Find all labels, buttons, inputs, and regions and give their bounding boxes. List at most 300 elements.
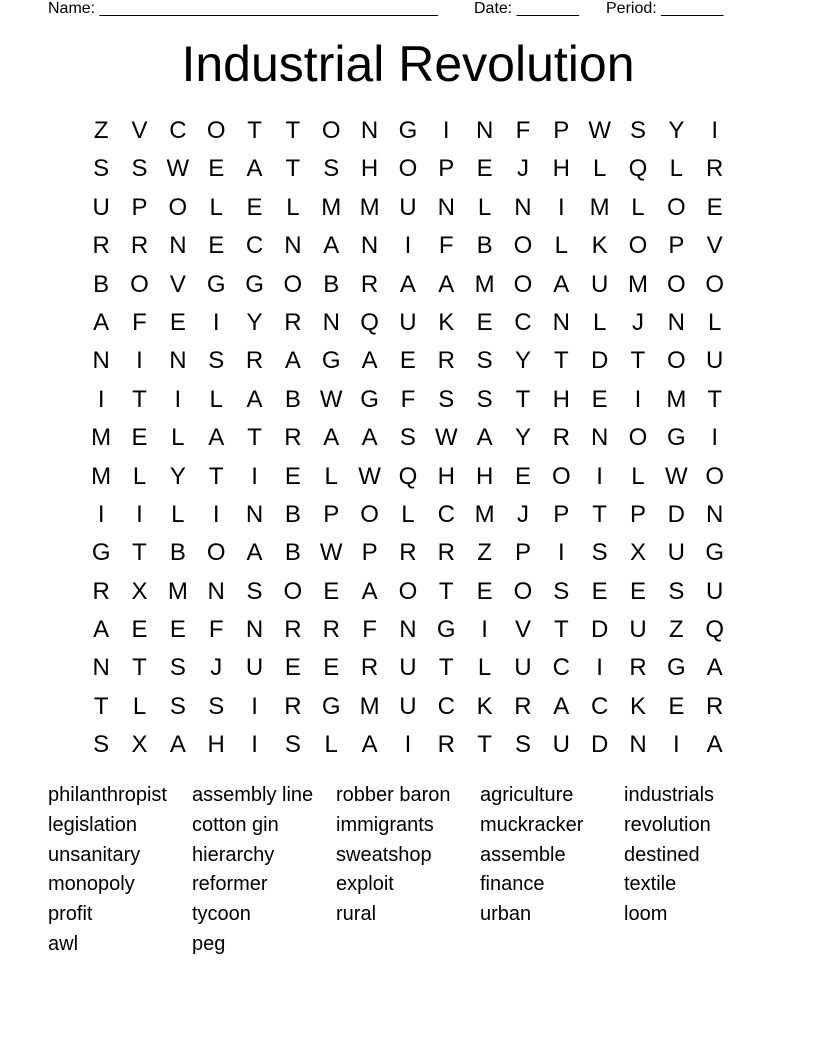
grid-letter: U [629,616,647,644]
grid-letter: B [476,232,493,260]
grid-letter: T [285,155,301,183]
grid-letter: P [323,500,340,528]
grid-letter: F [400,385,416,413]
grid-letter: E [323,577,340,605]
grid-letter: Q [705,616,724,644]
grid-letter: E [169,616,186,644]
grid-letter: V [169,270,186,298]
grid-letter: N [245,616,264,644]
grid-letter: B [93,270,110,298]
grid-letter: C [514,308,532,336]
grid-letter: Y [668,117,685,144]
grid-row [82,534,734,572]
word-list-item: rural [336,903,377,926]
grid-letter: E [169,308,186,336]
grid-letter: T [592,500,607,528]
grid-letter: T [247,424,262,452]
grid-letter: E [131,424,148,452]
grid-letter: L [132,462,147,490]
grid-letter: G [705,539,724,567]
grid-letter: R [284,424,302,452]
grid-letter: H [552,155,570,183]
grid-letter: W [319,385,343,413]
grid-letter: T [553,347,569,375]
grid-letter: T [208,462,224,490]
grid-letter: O [206,539,226,567]
grid-letter: T [93,692,109,720]
grid-letter: H [475,462,494,490]
grid-letter: S [668,577,685,605]
grid-letter: O [513,577,533,605]
grid-letter: S [284,731,301,759]
grid-letter: O [513,270,533,298]
grid-letter: C [437,500,455,528]
grid-letter: O [628,232,648,260]
grid-letter: L [669,155,683,183]
grid-letter: S [629,117,646,144]
header-fields [48,0,768,20]
grid-letter: N [322,308,340,336]
word-list-row [48,869,768,899]
grid-letter: O [130,270,149,298]
grid-letter: O [705,462,724,490]
grid-letter: I [251,731,258,759]
grid-letter: E [706,193,723,221]
grid-letter: L [631,193,645,221]
grid-letter: P [438,155,455,183]
grid-letter: V [706,232,723,260]
grid-letter: P [629,500,646,528]
grid-letter: L [209,193,223,221]
grid-letter: S [169,654,186,682]
grid-letter: S [476,385,493,413]
word-list-item: muckracker [480,813,584,836]
date-field: Date: _______ [474,0,579,17]
grid-letter: N [284,232,302,260]
grid-letter: U [706,347,724,375]
grid-letter: S [438,385,455,413]
grid-letter: M [627,270,648,298]
word-list [48,780,768,959]
grid-letter: A [323,424,340,452]
word-list-item: robber baron [336,784,451,806]
word-list-item: exploit [336,873,394,896]
grid-letter: I [634,385,642,413]
word-list-item: industrials [624,784,715,806]
grid-row [82,611,734,649]
grid-letter: K [591,232,608,260]
word-list-item: assemble [480,843,566,866]
grid-letter: Z [93,117,109,144]
grid-letter: O [206,117,226,144]
grid-letter: O [360,500,379,528]
grid-letter: A [361,347,378,375]
grid-letter: F [132,308,147,336]
grid-letter: R [437,539,455,567]
grid-letter: F [515,117,531,144]
grid-letter: X [629,539,646,567]
word-list-item: textile [624,873,677,896]
grid-letter: O [666,347,686,375]
grid-letter: L [592,155,607,183]
grid-row [82,112,734,150]
grid-letter: I [557,539,565,567]
grid-letter: P [553,500,570,528]
grid-letter: A [208,424,225,452]
grid-letter: O [666,270,686,298]
grid-letter: K [629,692,646,720]
grid-letter: D [590,347,609,375]
grid-letter: G [321,347,341,375]
grid-row [82,496,734,534]
grid-letter: R [706,155,724,183]
grid-letter: M [359,193,380,221]
grid-letter: W [319,539,343,567]
grid-letter: T [630,347,646,375]
grid-letter: R [360,654,379,682]
grid-letter: A [706,654,723,682]
grid-letter: O [283,270,303,298]
grid-letter: N [169,347,187,375]
word-list-item: awl [48,932,79,955]
grid-letter: R [514,692,532,720]
grid-letter: T [132,385,147,413]
grid-letter: L [554,232,568,260]
grid-letter: C [245,232,264,260]
grid-letter: T [132,654,147,682]
grid-letter: G [91,539,111,567]
grid-letter: I [442,117,450,144]
grid-letter: R [284,616,302,644]
grid-letter: J [516,155,529,183]
grid-letter: N [552,308,570,336]
grid-letter: N [92,347,110,375]
grid-row [82,419,734,457]
grid-letter: R [284,692,302,720]
grid-row [82,688,734,726]
grid-letter: E [246,193,263,221]
grid-row [82,573,734,611]
grid-letter: A [399,270,416,298]
grid-letter: Y [514,347,531,375]
grid-letter: C [590,692,609,720]
grid-letter: E [284,654,301,682]
grid-letter: M [666,385,687,413]
grid-letter: O [398,155,418,183]
grid-letter: I [711,424,718,452]
grid-row [82,381,734,419]
grid-letter: A [323,232,340,260]
grid-letter: L [324,731,338,759]
word-list-item: agriculture [480,784,574,806]
grid-letter: I [404,232,412,260]
grid-letter: R [706,692,724,720]
grid-letter: R [130,232,149,260]
grid-letter: U [399,692,417,720]
grid-letter: D [590,616,609,644]
grid-letter: U [667,539,685,567]
grid-letter: Q [360,308,379,336]
grid-letter: J [210,654,223,682]
grid-letter: I [672,731,680,759]
grid-letter: O [666,193,686,221]
grid-letter: I [404,731,412,759]
grid-letter: E [208,232,225,260]
grid-letter: N [245,500,264,528]
grid-letter: W [588,117,611,144]
word-list-item: tycoon [192,903,251,926]
grid-letter: L [477,654,492,682]
grid-letter: H [552,385,570,413]
grid-letter: C [552,654,570,682]
grid-letter: E [284,462,301,490]
grid-letter: I [596,462,603,490]
grid-letter: A [706,731,723,759]
grid-letter: O [168,193,188,221]
word-list-item: revolution [624,813,711,836]
grid-letter: D [667,500,685,528]
grid-letter: X [131,577,148,605]
grid-letter: I [481,616,488,644]
grid-letter: S [323,155,340,183]
grid-letter: T [132,539,147,567]
grid-letter: I [136,347,143,375]
grid-letter: E [323,654,340,682]
word-list-item: immigrants [336,813,434,836]
grid-letter: I [596,654,603,682]
grid-letter: U [92,193,110,221]
grid-letter: K [476,692,493,720]
grid-letter: J [516,500,529,528]
grid-letter: B [169,539,186,567]
grid-letter: E [476,308,493,336]
grid-letter: S [93,155,110,183]
grid-letter: W [434,424,458,452]
word-list-item: unsanitary [48,843,141,866]
grid-letter: I [174,385,182,413]
grid-row [82,304,734,342]
grid-letter: N [437,193,455,221]
grid-letter: M [589,193,610,221]
grid-letter: Z [477,539,492,567]
word-list-item: assembly line [192,784,314,806]
grid-letter: B [284,385,301,413]
word-list-item: philanthropist [48,784,167,806]
grid-letter: R [552,424,570,452]
grid-letter: A [93,616,110,644]
grid-letter: F [438,232,454,260]
word-list-item: reformer [192,873,268,896]
grid-letter: S [553,577,570,605]
grid-letter: I [251,692,258,720]
grid-letter: G [245,270,264,298]
grid-letter: H [360,155,379,183]
grid-letter: N [360,117,379,144]
grid-letter: B [284,500,301,528]
grid-letter: M [91,424,112,452]
grid-letter: M [474,270,495,298]
grid-letter: N [514,193,532,221]
grid-letter: S [246,577,263,605]
word-list-item: urban [480,903,532,926]
grid-row [82,150,734,188]
grid-letter: U [514,654,532,682]
grid-letter: T [553,616,569,644]
grid-letter: R [92,232,110,260]
grid-letter: I [212,500,220,528]
grid-row [82,227,734,265]
grid-letter: G [321,692,341,720]
grid-letter: O [551,462,571,490]
grid-letter: I [251,462,258,490]
word-list-item: loom [624,903,668,926]
grid-letter: N [629,731,647,759]
grid-letter: Y [514,424,531,452]
grid-letter: P [361,539,378,567]
grid-row [82,189,734,227]
letter-grid [82,112,734,765]
grid-letter: R [284,308,302,336]
grid-letter: W [358,462,381,490]
grid-letter: U [399,654,417,682]
grid-letter: E [131,616,148,644]
grid-letter: A [438,270,455,298]
word-list-row [48,929,768,959]
grid-letter: N [169,232,187,260]
grid-letter: U [399,308,417,336]
grid-letter: S [93,731,110,759]
grid-letter: I [711,117,718,144]
grid-letter: F [362,616,377,644]
grid-letter: R [245,347,264,375]
grid-letter: G [666,424,686,452]
grid-letter: S [208,692,225,720]
grid-letter: T [438,577,454,605]
word-list-item: legislation [48,813,137,836]
grid-letter: B [323,270,340,298]
grid-letter: A [246,539,263,567]
grid-letter: O [398,577,418,605]
grid-letter: T [438,654,454,682]
word-list-item: peg [192,932,226,955]
grid-letter: M [91,462,112,490]
grid-letter: F [208,616,224,644]
grid-letter: A [361,424,378,452]
grid-letter: E [629,577,646,605]
grid-letter: O [513,232,533,260]
grid-letter: A [169,731,186,759]
grid-letter: D [590,731,609,759]
grid-letter: E [591,577,608,605]
grid-letter: N [667,308,685,336]
grid-letter: S [591,539,608,567]
grid-letter: T [285,117,301,144]
word-list-item: destined [624,843,700,866]
grid-letter: O [321,117,341,144]
grid-letter: I [212,308,220,336]
grid-row [82,458,734,496]
grid-letter: S [208,347,225,375]
grid-letter: A [553,270,570,298]
grid-letter: N [399,616,417,644]
grid-letter: L [631,462,645,490]
grid-letter: V [131,117,148,144]
grid-letter: G [666,654,686,682]
grid-letter: Y [169,462,186,490]
grid-letter: J [631,308,644,336]
grid-letter: M [474,500,495,528]
grid-letter: R [437,731,455,759]
grid-letter: W [166,155,190,183]
word-list-row [48,899,768,929]
word-list-item: profit [48,903,93,926]
grid-letter: P [668,232,685,260]
grid-letter: X [131,731,148,759]
word-list-row [48,780,768,810]
grid-letter: K [438,308,455,336]
grid-letter: L [286,193,300,221]
grid-letter: Z [668,616,684,644]
word-list-item: sweatshop [336,843,432,866]
grid-letter: O [283,577,303,605]
grid-letter: U [399,193,417,221]
grid-letter: E [514,462,531,490]
grid-letter: S [514,731,531,759]
grid-letter: A [93,308,110,336]
grid-letter: G [436,616,456,644]
grid-letter: W [665,462,688,490]
word-list-row [48,840,768,870]
grid-letter: U [590,270,609,298]
grid-letter: H [437,462,455,490]
grid-letter: Q [398,462,418,490]
grid-row [82,726,734,764]
grid-letter: N [360,232,379,260]
grid-letter: N [590,424,609,452]
grid-letter: E [668,692,685,720]
grid-letter: N [475,117,494,144]
grid-letter: P [514,539,531,567]
grid-row [82,342,734,380]
grid-letter: T [707,385,722,413]
grid-letter: V [514,616,531,644]
word-list-item: finance [480,873,545,896]
grid-letter: A [476,424,493,452]
word-list-item: hierarchy [192,843,275,866]
grid-letter: E [476,155,493,183]
grid-letter: L [324,462,338,490]
grid-letter: Q [628,155,648,183]
grid-letter: R [92,577,110,605]
grid-letter: R [399,539,417,567]
grid-letter: E [208,155,225,183]
grid-letter: O [705,270,724,298]
grid-letter: L [132,692,147,720]
grid-letter: P [553,117,570,144]
grid-letter: S [476,347,493,375]
grid-letter: N [207,577,225,605]
grid-row [82,266,734,304]
grid-letter: S [399,424,416,452]
grid-letter: G [206,270,226,298]
grid-letter: L [401,500,415,528]
grid-letter: A [553,692,570,720]
grid-letter: E [399,347,416,375]
grid-letter: L [707,308,722,336]
grid-letter: I [136,500,143,528]
grid-letter: B [284,539,301,567]
grid-letter: R [437,347,455,375]
